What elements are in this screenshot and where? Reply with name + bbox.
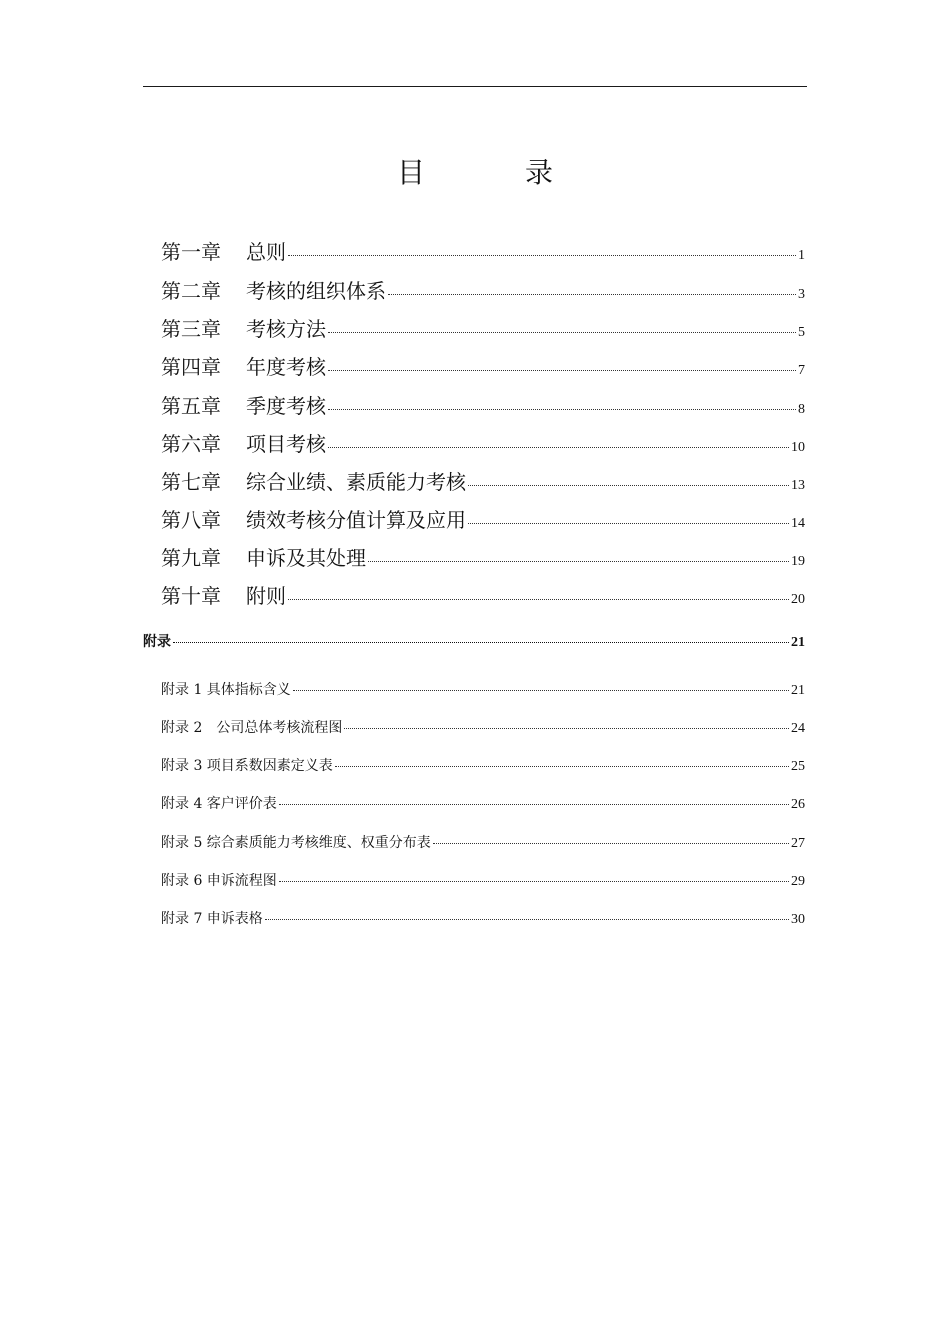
chapter-number: 第一章 [161,240,221,264]
dot-leader [388,294,796,295]
dot-leader [288,255,796,256]
toc-entry-appendix-header[interactable] [143,631,805,653]
toc-entry-appendix-3[interactable] [161,755,805,777]
chapter-title: 考核方法 [246,317,326,341]
chapter-title: 季度考核 [246,394,326,418]
chapter-title: 项目考核 [246,432,326,456]
dot-leader [265,919,789,920]
page-number: 19 [791,554,805,569]
dot-leader [328,409,796,410]
toc-entry-appendix-7[interactable] [161,908,805,930]
page-number: 5 [798,325,805,340]
page-number: 10 [791,440,805,455]
dot-leader [173,642,789,643]
dot-leader [328,370,796,371]
dot-leader [344,728,789,729]
page-number: 27 [791,836,805,851]
toc-entry-label [161,275,386,304]
chapter-number: 第八章 [161,508,221,532]
toc-entry-chapter-5[interactable] [161,390,805,418]
dot-leader [279,804,789,805]
chapter-title: 考核的组织体系 [246,279,386,303]
chapter-number: 第四章 [161,355,221,379]
page-number: 13 [791,478,805,493]
chapter-title: 综合业绩、素质能力考核 [246,470,466,494]
page-number: 7 [798,363,805,378]
toc-entry-appendix-5[interactable] [161,832,805,854]
page-number: 30 [791,912,805,927]
appendix-title: 附录 1 具体指标含义 [161,682,291,698]
toc-entry-label [161,313,326,342]
page-number: 14 [791,516,805,531]
toc-entry-chapter-1[interactable] [161,236,805,264]
chapter-title: 绩效考核分值计算及应用 [246,508,466,532]
toc-entry-appendix-6[interactable] [161,870,805,892]
dot-leader [368,561,789,562]
toc-entry-chapter-7[interactable] [161,466,805,494]
toc-entry-chapter-9[interactable] [161,542,805,570]
page-number: 21 [791,635,805,650]
appendix-title: 附录 3 项目系数因素定义表 [161,758,333,774]
page-number: 3 [798,287,805,302]
appendix-title: 附录 2 公司总体考核流程图 [161,720,343,736]
toc-entry-label [161,542,366,571]
page-number: 25 [791,759,805,774]
toc-entry-label [161,390,326,419]
dot-leader [288,599,789,600]
page-number: 8 [798,402,805,417]
dot-leader [328,332,796,333]
dot-leader [293,690,789,691]
toc-entry-chapter-4[interactable] [161,351,805,379]
page-number: 29 [791,874,805,889]
appendix-title: 附录 6 申诉流程图 [161,873,277,889]
toc-entry-chapter-2[interactable] [161,275,805,303]
chapter-title: 附则 [246,584,286,608]
chapter-number: 第二章 [161,279,221,303]
dot-leader [279,881,789,882]
toc-entry-label [161,504,466,533]
chapter-number: 第六章 [161,432,221,456]
toc-entry-label [161,428,326,457]
page-title: 目 录 [396,156,589,189]
toc-entry-appendix-1[interactable] [161,679,805,701]
toc-entry-chapter-6[interactable] [161,428,805,456]
chapter-number: 第三章 [161,317,221,341]
chapter-number: 第七章 [161,470,221,494]
chapter-number: 第五章 [161,394,221,418]
dot-leader [328,447,789,448]
toc-entry-label [161,351,326,380]
chapter-number: 第十章 [161,584,221,608]
appendix-title: 附录 7 申诉表格 [161,911,263,927]
toc-entry-appendix-2[interactable] [161,717,805,739]
page-number: 21 [791,683,805,698]
chapter-title: 申诉及其处理 [246,546,366,570]
appendix-title: 附录 4 客户评价表 [161,796,277,812]
header-rule [143,86,807,87]
dot-leader [433,843,789,844]
page-number: 24 [791,721,805,736]
toc-entry-chapter-8[interactable] [161,504,805,532]
toc-entry-chapter-10[interactable] [161,580,805,608]
toc-entry-label [161,580,286,609]
toc-entry-chapter-3[interactable] [161,313,805,341]
page-number: 26 [791,797,805,812]
toc-entry-appendix-4[interactable] [161,793,805,815]
page-number: 1 [798,248,805,263]
appendix-header-title: 附录 [143,634,171,650]
dot-leader [335,766,789,767]
chapter-number: 第九章 [161,546,221,570]
chapter-title: 总则 [246,240,286,264]
appendix-title: 附录 5 综合素质能力考核维度、权重分布表 [161,835,431,851]
page-number: 20 [791,592,805,607]
chapter-title: 年度考核 [246,355,326,379]
toc-entry-label [161,236,286,265]
dot-leader [468,523,789,524]
toc-entry-label [161,466,466,495]
dot-leader [468,485,789,486]
